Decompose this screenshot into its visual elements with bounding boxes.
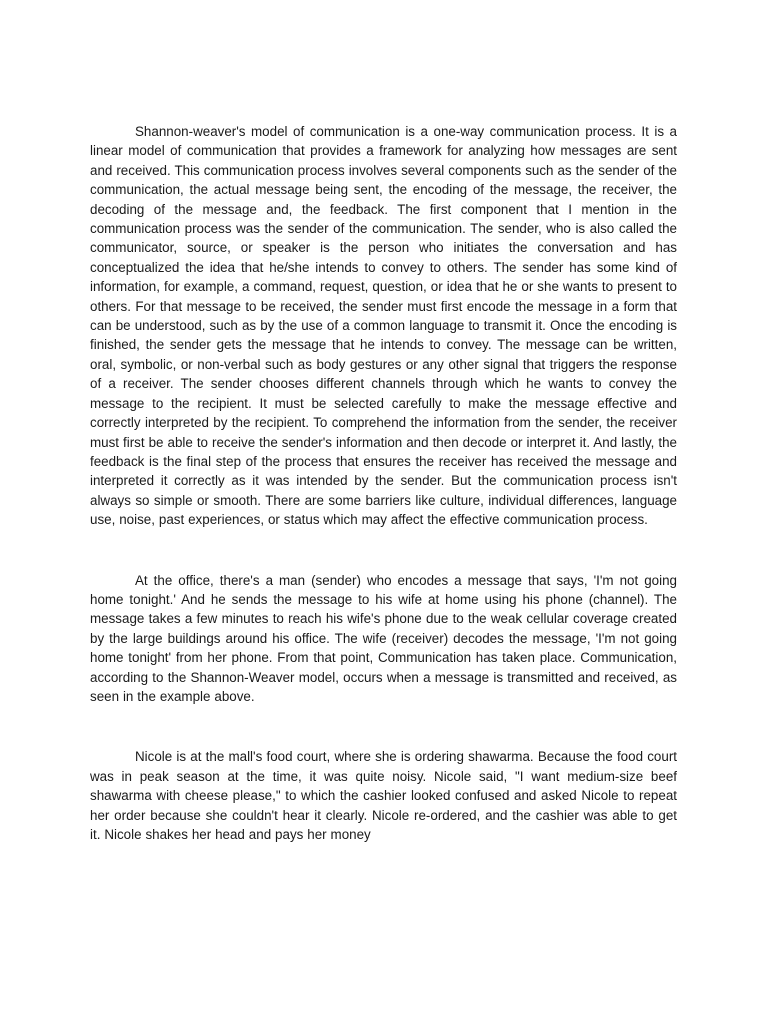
paragraph-food-court-example: Nicole is at the mall's food court, where she is ordering shawarma. Because the food court was in peak season at the time, it was quite noisy. Nicole said, "I want medium-size beef shawarma with cheese please," to which the cashier looked confused and asked Nicole to repeat her order because she couldn't hear it clearly. Nicole re-ordered, and the cashier was able to get it. Nicole shakes her head and pays her money	[90, 749, 677, 842]
paragraph-shannon-weaver-model: Shannon-weaver's model of communication is a one-way communication process. It is a linear model of communication that provides a framework for analyzing how messages are sent and received. This communication process involves several components such as the sender of the communication, the actual message being sent, the encoding of the message, the receiver, the decoding of the message and, the feedback. The first component that I mention in the communication process was the sender of the communication. The sender, who is also called the communicator, source, or speaker is the person who initiates the conversation and has conceptualized the idea that he/she intends to convey to others. The sender has some kind of information, for example, a command, request, question, or idea that he or she wants to present to others. For that message to be received, the sender must first encode the message in a form that can be understood, such as by the use of a common language to transmit it. Once the encoding is finished, the sender gets the message that he intends to convey. The message can be written, oral, symbolic, or non-verbal such as body gestures or any other signal that triggers the response of a receiver. The sender chooses different channels through which he wants to convey the message to the recipient. It must be selected carefully to make the message effective and correctly interpreted by the recipient. To comprehend the information from the sender, the receiver must first be able to receive the sender's information and then decode or interpret it. And lastly, the feedback is the final step of the process that ensures the receiver has received the message and interpreted it correctly as it was intended by the sender. But the communication process isn't always so simple or smooth. There are some barriers like culture, individual differences, language use, noise, past experiences, or status which may affect the effective communication process.	[90, 124, 677, 528]
document-page	[90, 122, 677, 844]
paragraph-office-example: At the office, there's a man (sender) who encodes a message that says, 'I'm not going home tonight.' And he sends the message to his wife at home using his phone (channel). The message takes a few minutes to reach his wife's phone due to the weak cellular coverage created by the large buildings around his office. The wife (receiver) decodes the message, 'I'm not going home tonight' from her phone. From that point, Communication has taken place. Communication, according to the Shannon-Weaver model, occurs when a message is transmitted and received, as seen in the example above.	[90, 572, 677, 704]
